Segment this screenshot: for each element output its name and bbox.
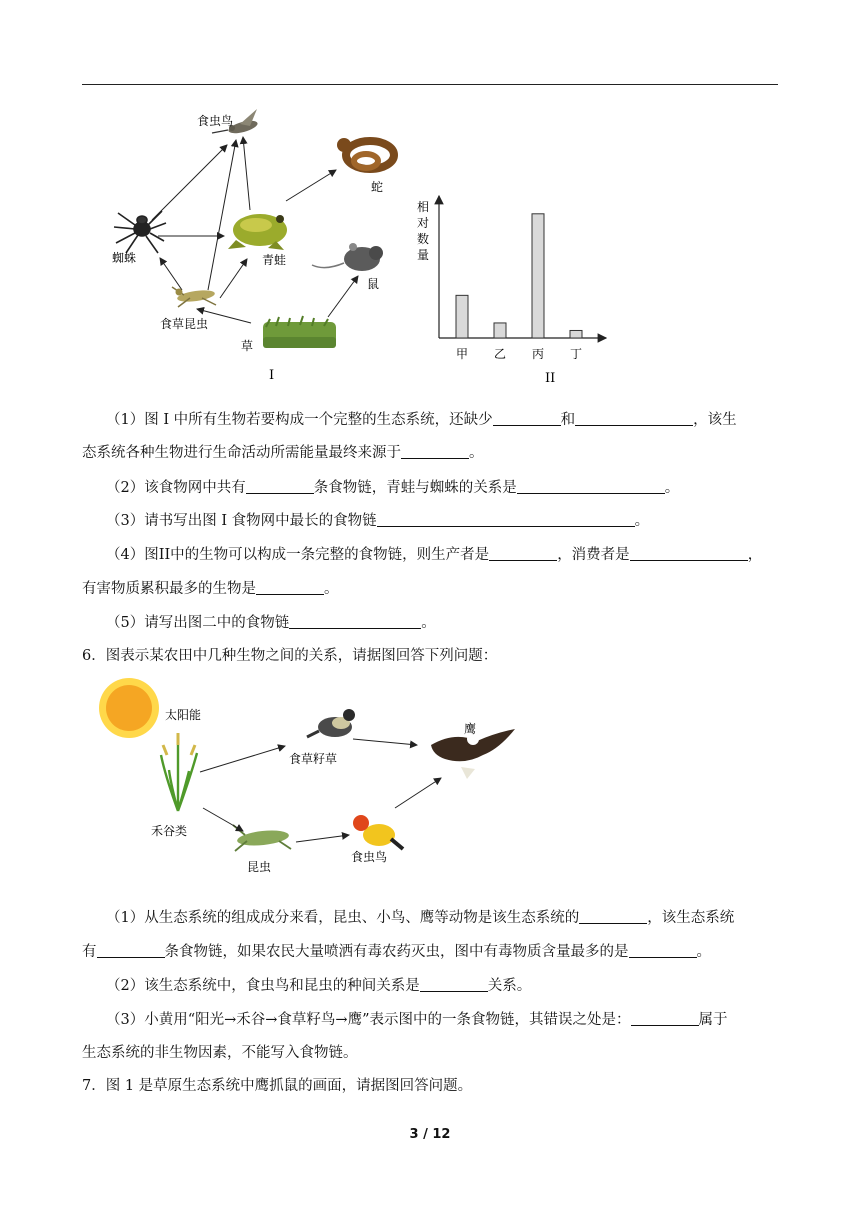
answer-blank[interactable] xyxy=(630,544,748,561)
label-herbivorous-insect: 食草昆虫 xyxy=(160,317,209,331)
answer-blank[interactable] xyxy=(377,510,635,527)
answer-blank[interactable] xyxy=(575,409,693,426)
answer-blank[interactable] xyxy=(629,941,697,958)
y-axis-label-char: 量 xyxy=(416,248,430,262)
q5-line-6: 有害物质累积最多的生物是 。 xyxy=(82,578,339,599)
label-seed-eating-bird: 食草籽草 xyxy=(289,752,338,766)
bar-chart xyxy=(410,190,610,390)
page-number: 3 / 12 xyxy=(409,1127,451,1142)
q5-line-7: （5）请写出图二中的食物链 。 xyxy=(106,612,436,633)
y-axis-label-char: 相 xyxy=(416,200,430,214)
answer-blank[interactable] xyxy=(97,941,165,958)
q7-title: 7．图 1 是草原生态系统中鹰抓鼠的画面，请据图回答问题。 xyxy=(82,1078,473,1094)
header-rule xyxy=(82,84,778,85)
eagle-icon xyxy=(431,729,515,779)
q6-line-2: 有 条食物链，如果农民大量喷洒有毒农药灭虫，图中有毒物质含量最多的是 。 xyxy=(82,941,711,962)
mouse-icon xyxy=(312,243,383,271)
sun-icon xyxy=(99,678,159,738)
spider-icon xyxy=(114,211,166,253)
q5-line-2: 态系统各种生物进行生命活动所需能量最终来源于 。 xyxy=(82,442,484,463)
insect-icon xyxy=(233,825,291,851)
answer-blank[interactable] xyxy=(489,544,557,561)
x-tick-label: 丁 xyxy=(569,347,583,361)
grain-plant-icon xyxy=(161,733,197,811)
y-axis-label-char: 对 xyxy=(416,216,430,230)
label-spider: 蜘蛛 xyxy=(112,251,137,265)
bar-甲 xyxy=(456,295,468,338)
x-tick-label: 丙 xyxy=(531,347,545,361)
grasshopper-icon xyxy=(172,287,216,307)
snake-icon xyxy=(337,138,394,169)
grass-icon xyxy=(263,316,336,348)
q5-line-1: （1）图 I 中所有生物若要构成一个完整的生态系统，还缺少 和 ，该生 xyxy=(106,409,737,430)
label-insectivorous-bird: 食虫鸟 xyxy=(197,114,234,128)
answer-blank[interactable] xyxy=(420,975,488,992)
label-insect-eating-bird: 食虫鸟 xyxy=(351,850,388,864)
answer-blank[interactable] xyxy=(289,612,421,629)
q6-line-1: （1）从生态系统的组成成分来看，昆虫、小鸟、鹰等动物是该生态系统的 ，该生态系统 xyxy=(106,907,734,928)
figure-caption-1: I xyxy=(269,368,275,383)
farmland-diagram xyxy=(95,675,535,885)
food-web-figure xyxy=(100,95,430,390)
y-axis-label xyxy=(417,199,429,262)
bar-乙 xyxy=(494,323,506,338)
x-tick-label: 甲 xyxy=(455,347,469,361)
answer-blank[interactable] xyxy=(517,477,665,494)
answer-blank[interactable] xyxy=(631,1009,699,1026)
bars-group xyxy=(456,214,582,338)
x-tick-label: 乙 xyxy=(493,347,507,361)
q6-line-4: （3）小黄用“阳光→禾谷→食草籽鸟→鹰”表示图中的一条食物链，其错误之处是： 属于 xyxy=(106,1009,728,1030)
answer-blank[interactable] xyxy=(579,907,647,924)
q6-title: 6．图表示某农田中几种生物之间的关系，请据图回答下列问题： xyxy=(82,648,498,664)
label-snake: 蛇 xyxy=(371,180,384,194)
seed-eating-bird-icon xyxy=(307,709,355,737)
answer-blank[interactable] xyxy=(493,409,561,426)
label-solar-energy: 太阳能 xyxy=(165,708,202,722)
q6-line-3: （2）该生态系统中，食虫鸟和昆虫的种间关系是 关系。 xyxy=(106,975,531,996)
insect-eating-bird-icon xyxy=(353,815,403,849)
y-axis-label-char: 数 xyxy=(416,232,430,246)
q5-line-3: （2）该食物网中共有 条食物链，青蛙与蜘蛛的关系是 。 xyxy=(106,477,679,498)
q5-line-5: （4）图II中的生物可以构成一条完整的食物链，则生产者是 ，消费者是 ， xyxy=(106,544,762,565)
frog-icon xyxy=(228,214,287,250)
bar-丙 xyxy=(532,214,544,338)
answer-blank[interactable] xyxy=(256,578,324,595)
label-mouse: 鼠 xyxy=(367,277,380,291)
x-tick-labels xyxy=(456,347,582,361)
label-insect: 昆虫 xyxy=(247,860,272,874)
q6-line-5: 生态系统的非生物因素，不能写入食物链。 xyxy=(82,1045,358,1061)
label-grass: 草 xyxy=(241,339,254,353)
answer-blank[interactable] xyxy=(401,442,469,459)
label-frog: 青蛙 xyxy=(262,253,287,267)
figure-caption-2: II xyxy=(545,371,556,386)
q5-line-4: （3）请书写出图 I 食物网中最长的食物链 。 xyxy=(106,510,649,531)
answer-blank[interactable] xyxy=(246,477,314,494)
bar-丁 xyxy=(570,330,582,338)
label-eagle: 鹰 xyxy=(464,722,477,736)
label-grain: 禾谷类 xyxy=(151,824,188,838)
